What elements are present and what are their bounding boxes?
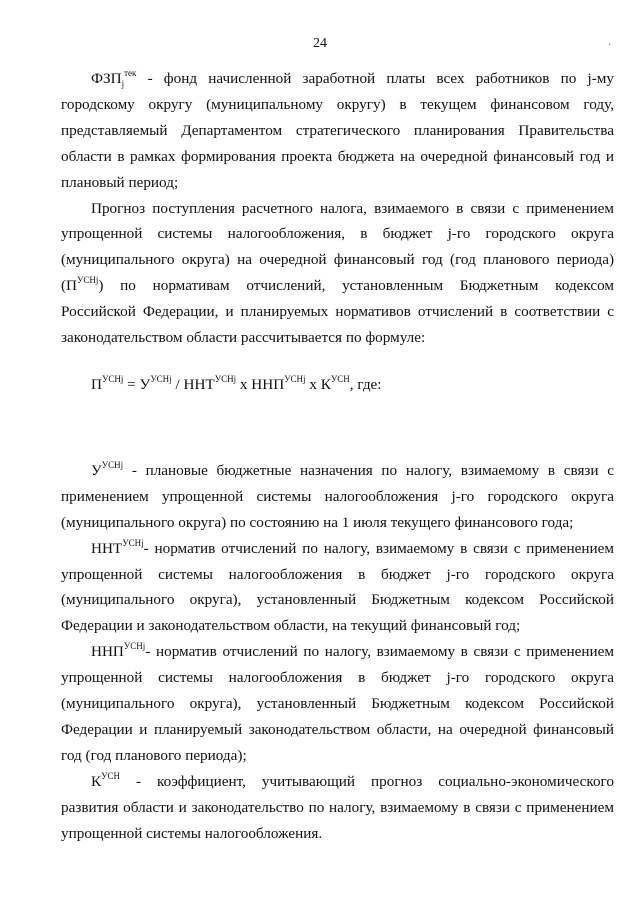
paragraph-fzp <box>61 66 614 196</box>
definition-u-sup: УСНj <box>101 459 124 470</box>
formula-nnp: ННП <box>251 375 285 393</box>
formula-tail: , где: <box>349 375 382 393</box>
forecast-text-after: ) по нормативам отчислений, установленным Бюджетным кодексом Российской Федерации, и планируемых нормативов отчислений в соответствии с законодательством области рассчитывается по формуле: <box>61 277 614 347</box>
definition-nnt-sup: УСНj <box>122 537 144 548</box>
definition-k-term: К <box>91 772 102 790</box>
formula-equals: = <box>123 375 140 393</box>
page-number: 24 <box>313 36 327 51</box>
paragraph-fzp-text: - фонд начисленной заработной платы всех работников по j-му городскому округу (муниципальному округу) в текущем финансовом году, представляемый Департаментом стратегического планирования Правительства области в рамках формирования проекта бюджета на очередной финансовый год и плановый период; <box>61 70 614 191</box>
formula <box>61 372 614 398</box>
definition-nnp-text: - норматив отчислений по налогу, взимаемому в связи с применением упрощенной системы налогообложения в бюджет j-го городского округа (муниципального округа), установленный Бюджетным кодексом Российской Федерации и планируемый законодательством области, на очередной финансовый год (год планового периода); <box>61 643 614 764</box>
formula-nnt-sup: УСНj <box>214 373 237 384</box>
formula-p: П <box>91 375 102 393</box>
formula-times-2: x <box>305 375 321 393</box>
definition-u <box>61 458 614 536</box>
formula-p-sup: УСНj <box>101 373 124 384</box>
term-fzp-sup: тек <box>124 67 137 78</box>
term-fzp-sub: j <box>121 79 125 90</box>
formula-times-1: x <box>236 375 252 393</box>
formula-u: У <box>139 375 151 393</box>
formula-k: К <box>320 375 331 393</box>
stray-mark: · <box>608 40 612 51</box>
definition-nnp-term: ННП <box>91 643 124 661</box>
definition-nnp <box>61 639 614 769</box>
paragraph-forecast <box>61 196 614 351</box>
forecast-sup: УСНj <box>77 275 99 286</box>
definition-u-term: У <box>91 461 102 479</box>
definition-nnp-sup: УСНj <box>123 641 146 652</box>
formula-nnt: ННТ <box>183 375 215 393</box>
formula-u-sup: УСНj <box>150 373 172 384</box>
definition-nnt-term: ННТ <box>91 539 123 557</box>
term-fzp: ФЗП <box>91 70 122 87</box>
definition-k <box>61 769 614 847</box>
definition-k-text: - коэффициент, учитывающий прогноз социально-экономического развития области и законодательство по налогу, взимаемому в связи с применением упрощенной системы налогообложения. <box>61 772 614 842</box>
definition-nnt <box>61 536 614 640</box>
formula-k-sup: УСН <box>330 373 350 384</box>
formula-nnp-sup: УСНj <box>284 373 306 384</box>
definition-k-sup: УСН <box>101 770 121 781</box>
document-body <box>61 66 614 846</box>
definition-u-text: - плановые бюджетные назначения по налогу, взимаемому в связи с применением упрощенной системы налогообложения j-го городского округа (муниципального округа) по состоянию на 1 июля текущего финансового года; <box>61 461 614 531</box>
definition-nnt-text: - норматив отчислений по налогу, взимаемому в связи с применением упрощенной системы налогообложения в бюджет j-го городского округа (муниципального округа), установленный Бюджетным кодексом Российской Федерации и законодательством области, на текущий финансовый год; <box>61 539 614 635</box>
formula-divide: / <box>171 375 184 393</box>
forecast-text-before: Прогноз поступления расчетного налога, взимаемого в связи с применением упрощенной системы налогообложения, в бюджет j-го городского округа (муниципального округа) на очередной финансовый год (год планового периода) (П <box>61 199 614 295</box>
